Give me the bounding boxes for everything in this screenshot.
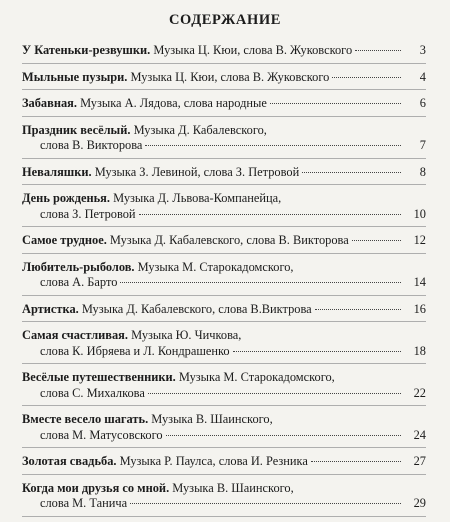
song-credits: слова З. Петровой (40, 206, 136, 221)
toc-entry (22, 42, 426, 64)
page-number: 29 (413, 496, 426, 510)
page-number: 10 (413, 206, 426, 221)
song-credits: Музыка В. Шаинского, (172, 480, 294, 495)
toc-entry (22, 411, 426, 448)
song-credits: слова М. Танича (40, 496, 128, 510)
page-number: 4 (419, 69, 426, 84)
toc-entry-line (22, 386, 426, 402)
page-number: 12 (413, 233, 426, 247)
song-credits: Музыка М. Старокадомского, (137, 259, 294, 274)
dot-leader (139, 213, 401, 215)
page-number: 7 (419, 138, 426, 152)
toc-entry (22, 480, 426, 517)
table-of-contents (22, 42, 426, 522)
toc-entry-line (22, 207, 426, 223)
song-credits: Музыка В. Шаинского, (151, 412, 273, 426)
toc-entry (22, 164, 426, 186)
song-credits: Музыка Д. Кабалевского, слова В. Викторова (109, 233, 349, 247)
song-credits: слова С. Михалкова (40, 385, 145, 400)
toc-entry-line (22, 96, 426, 112)
toc-entry-line (22, 138, 426, 154)
song-title: Артистка. (22, 301, 79, 316)
toc-entry-line (22, 496, 426, 512)
song-credits: Музыка Ц. Кюи, слова В. Жуковского (153, 43, 353, 57)
page-number: 6 (419, 96, 426, 110)
dot-leader (233, 350, 401, 352)
toc-entry-line (22, 165, 426, 181)
song-credits: Музыка А. Лядова, слова народные (80, 96, 267, 110)
toc-entry (22, 301, 426, 323)
toc-entry (22, 190, 426, 227)
page-number: 8 (419, 164, 426, 179)
dot-leader (315, 308, 401, 310)
toc-entry-line (22, 123, 426, 139)
toc-entry (22, 369, 426, 406)
song-title: Самая счастливая. (22, 328, 128, 342)
toc-entry-line (22, 328, 426, 344)
song-credits: Музыка З. Левиной, слова З. Петровой (94, 164, 300, 179)
page-number: 3 (419, 43, 426, 57)
song-title: Весёлые путешественники. (22, 370, 176, 384)
dot-leader (270, 102, 401, 104)
toc-entry-line (22, 454, 426, 470)
page-number: 14 (413, 275, 426, 289)
toc-entry-line (22, 344, 426, 360)
page-number: 24 (413, 427, 426, 442)
toc-entry-line (22, 70, 426, 86)
toc-entry (22, 69, 426, 91)
dot-leader (311, 460, 401, 462)
toc-entry (22, 232, 426, 254)
song-title: Когда мои друзья со мной. (22, 480, 170, 495)
song-title: День рожденья. (22, 191, 110, 205)
toc-entry-line (22, 370, 426, 386)
song-title: Забавная. (22, 96, 77, 110)
dot-leader (166, 434, 401, 436)
song-title: Мыльные пузыри. (22, 69, 128, 84)
song-title: Любитель-рыболов. (22, 259, 135, 274)
page-title: СОДЕРЖАНИЕ (168, 12, 282, 28)
song-credits: Музыка Ц. Кюи, слова В. Жуковского (130, 69, 330, 84)
toc-entry-line (22, 302, 426, 318)
song-title: Неваляшки. (22, 164, 92, 179)
dot-leader (352, 239, 401, 241)
toc-entry (22, 122, 426, 159)
song-title: Праздник весёлый. (22, 122, 131, 137)
dot-leader (148, 392, 401, 394)
song-credits: Музыка Д. Кабалевского, слова В.Виктрова (81, 301, 312, 316)
song-credits: Музыка Д. Кабалевского, (133, 122, 267, 137)
song-credits: слова К. Ибряева и Л. Кондрашенко (40, 343, 230, 358)
toc-entry-line (22, 275, 426, 291)
song-credits: слова А. Барто (40, 275, 118, 289)
song-title: У Катеньки-резвушки. (22, 43, 151, 57)
page-number: 22 (413, 385, 426, 400)
dot-leader (302, 171, 401, 173)
toc-entry-line (22, 481, 426, 497)
toc-entry-line (22, 412, 426, 428)
song-credits: Музыка Д. Львова-Компанейца, (113, 191, 282, 205)
toc-entry (22, 259, 426, 296)
song-credits: слова В. Викторова (40, 138, 143, 152)
toc-entry-line (22, 191, 426, 207)
toc-entry-line (22, 43, 426, 59)
song-title: Вместе весело шагать. (22, 412, 149, 426)
song-credits: Музыка Ю. Чичкова, (131, 328, 242, 342)
page-number: 18 (413, 343, 426, 358)
song-credits: Музыка М. Старокадомского, (178, 370, 335, 384)
toc-entry (22, 95, 426, 117)
dot-leader (130, 502, 401, 504)
page-number: 27 (413, 454, 426, 468)
song-title: Золотая свадьба. (22, 454, 117, 468)
toc-entry (22, 327, 426, 364)
toc-entry-line (22, 260, 426, 276)
dot-leader (145, 144, 401, 146)
dot-leader (355, 49, 401, 51)
dot-leader (120, 281, 401, 283)
song-credits: Музыка Р. Паулса, слова И. Резника (119, 454, 308, 468)
song-title: Самое трудное. (22, 233, 107, 247)
toc-entry-line (22, 233, 426, 249)
page-number: 16 (413, 301, 426, 316)
song-credits: слова М. Матусовского (40, 427, 163, 442)
dot-leader (332, 76, 401, 78)
toc-entry-line (22, 428, 426, 444)
